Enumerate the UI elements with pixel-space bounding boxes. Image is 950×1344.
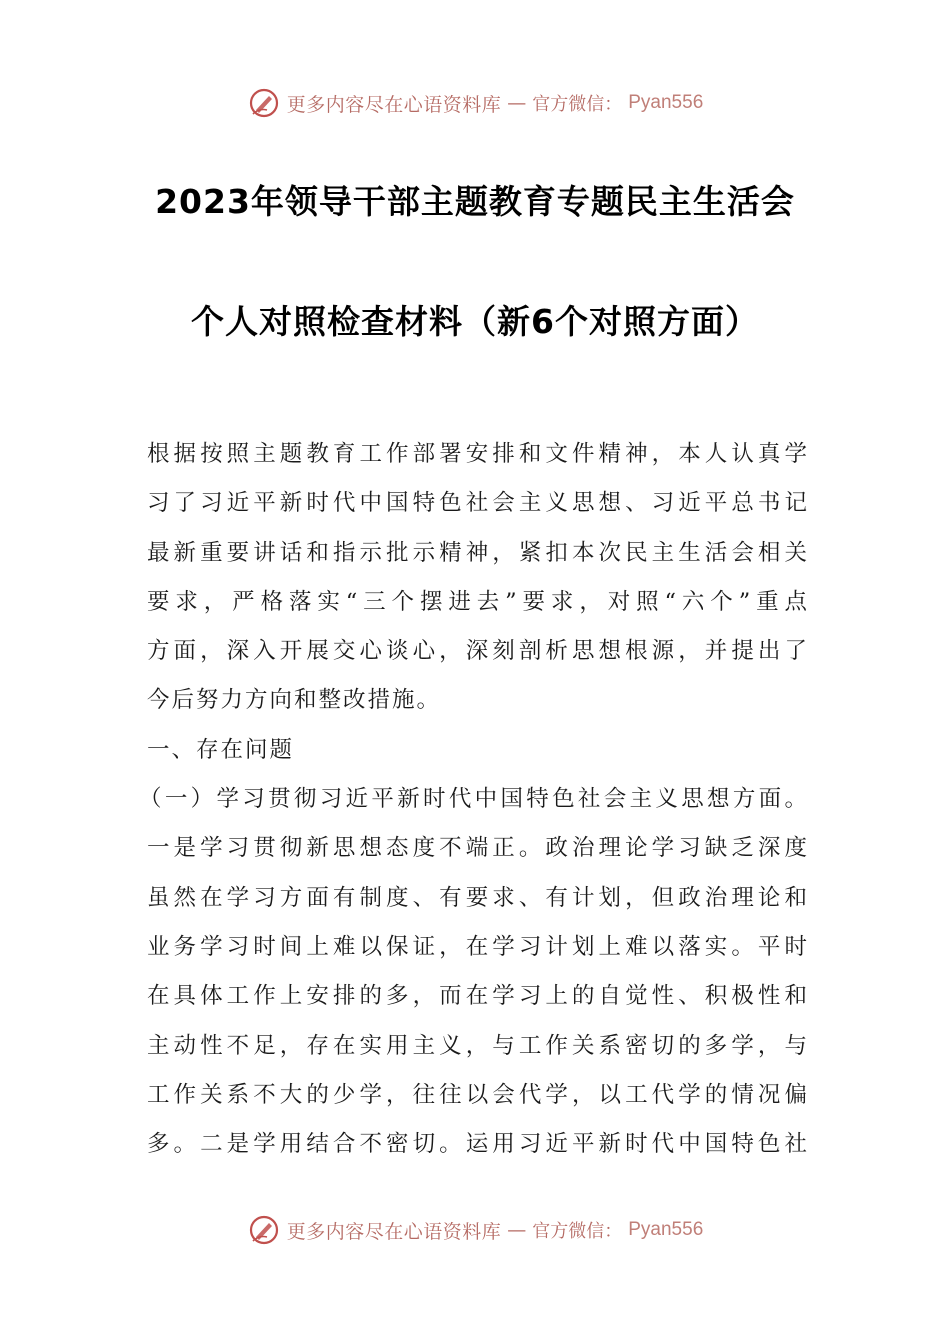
- banner-brand-text: 更多内容尽在心语资料库: [286, 93, 502, 116]
- body-line: 最新重要讲话和指示批示精神，紧扣本次民主生活会相关: [147, 539, 807, 566]
- document-title-line-1: 2023年领导干部主题教育专题民主生活会: [155, 182, 795, 221]
- subsection-heading: （一）学习贯彻习近平新时代中国特色社会主义思想方面。: [139, 786, 807, 813]
- body-line: 今后努力方向和整改措施。: [147, 687, 442, 714]
- banner-wechat-label: 官方微信：: [532, 94, 623, 115]
- body-line: 在具体工作上安排的多，而在学习上的自觉性、积极性和: [147, 983, 807, 1010]
- header-watermark-banner: [0, 83, 950, 123]
- body-line: 业务学习时间上难以保证，在学习计划上难以落实。平时: [147, 933, 807, 960]
- body-line: 虽然在学习方面有制度、有要求、有计划，但政治理论和: [147, 884, 807, 911]
- banner-separator: —: [507, 1219, 527, 1241]
- body-line: 方面，深入开展交心谈心，深刻剖析思想根源，并提出了: [147, 638, 807, 665]
- body-line: 习了习近平新时代中国特色社会主义思想、习近平总书记: [147, 490, 807, 517]
- pen-logo-icon: [247, 1213, 281, 1247]
- banner-wechat-id: Pyan556: [628, 1219, 704, 1240]
- body-line: 要求，严格落实“三个摆进去”要求，对照“六个”重点: [147, 588, 807, 615]
- banner-separator: —: [507, 92, 527, 114]
- body-line: 主动性不足，存在实用主义，与工作关系密切的多学，与: [147, 1032, 807, 1059]
- section-heading: 一、存在问题: [147, 736, 295, 763]
- body-line: 多。二是学用结合不密切。运用习近平新时代中国特色社: [147, 1131, 807, 1158]
- footer-watermark-banner: [0, 1210, 950, 1250]
- banner-wechat-label: 官方微信：: [532, 1221, 623, 1242]
- pen-logo-icon: [247, 86, 281, 120]
- body-line: 一是学习贯彻新思想态度不端正。政治理论学习缺乏深度: [147, 835, 807, 862]
- body-line: 工作关系不大的少学，往往以会代学，以工代学的情况偏: [147, 1081, 807, 1108]
- banner-brand-text: 更多内容尽在心语资料库: [286, 1220, 502, 1243]
- body-line: 根据按照主题教育工作部署安排和文件精神，本人认真学: [147, 441, 807, 467]
- banner-wechat-id: Pyan556: [628, 92, 704, 113]
- document-title-line-2: 个人对照检查材料（新6个对照方面）: [191, 302, 759, 341]
- document-body: [139, 430, 807, 1169]
